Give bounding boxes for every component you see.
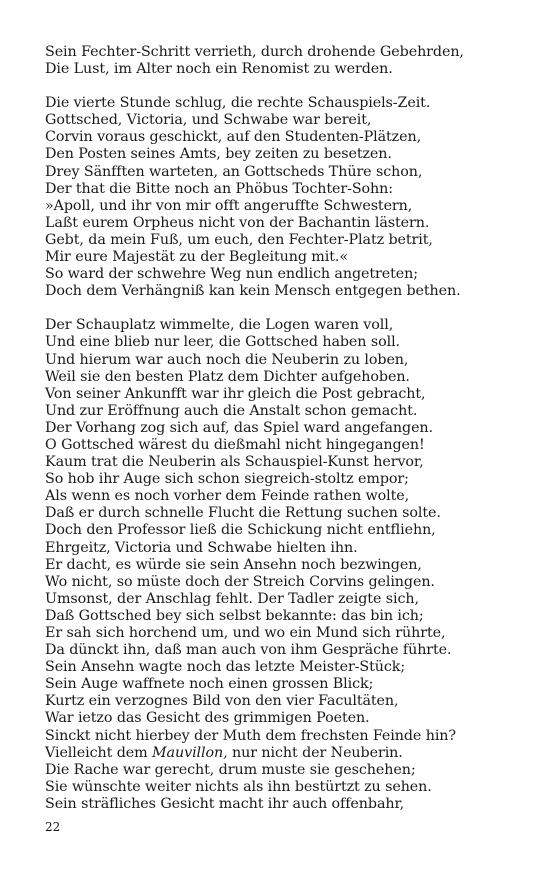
verse-line: Wo nicht, so müste doch der Streich Corvins gelingen. [45, 573, 435, 590]
verse-line: Sein sträfliches Gesicht macht ihr auch offenbahr, [45, 795, 405, 812]
verse-line: Da dünckt ihn, daß man auch von ihm Gespräche führte. [45, 642, 452, 659]
verse-line: Als wenn es noch vorher dem Feinde rathen wolte, [45, 488, 410, 505]
verse-line: Doch den Professor ließ die Schickung nicht entfliehn, [45, 522, 436, 539]
verse-line: Ehrgeitz, Victoria und Schwabe hielten ihn. [45, 539, 358, 556]
verse-line: Vielleicht dem Mauvillon, nur nicht der Neuberin. [45, 744, 403, 761]
verse-line: So hob ihr Auge sich schon siegreich-stoltz empor; [45, 471, 409, 488]
verse-line: Sein Ansehn wagte noch das letzte Meister-Stück; [45, 659, 406, 676]
verse-line: Und eine blieb nur leer, die Gottsched haben soll. [45, 334, 400, 351]
verse-line: Sie wünschte weiter nichts als ihn bestürtzt zu sehen. [45, 778, 432, 795]
page-number: 22 [45, 820, 61, 834]
verse-line: Der Vorhang zog sich auf, das Spiel ward angefangen. [45, 419, 433, 436]
verse-line: Gottsched, Victoria, und Schwabe war bereit, [45, 112, 372, 129]
verse-line: Die Lust, im Alter noch ein Renomist zu werden. [45, 61, 393, 78]
verse-line: Mir eure Majestät zu der Begleitung mit.« [45, 249, 348, 266]
verse-line: Sinckt nicht hierbey der Muth dem frechsten Feinde hin? [45, 727, 456, 744]
poem-body [45, 44, 525, 813]
verse-line: Er sah sich horchend um, und wo ein Mund sich rührte, [45, 625, 446, 641]
poem-page [45, 44, 525, 830]
verse-line: Den Posten seines Amts, bey zeiten zu besetzen. [45, 146, 392, 163]
verse-line: Und zur Eröffnung auch die Anstalt schon gemacht. [45, 402, 418, 419]
verse-line: Laßt eurem Orpheus nicht von der Bachantin lästern. [45, 214, 430, 231]
italic-name: Mauvillon, [152, 744, 228, 761]
stanza [45, 317, 525, 813]
verse-line: So ward der schwehre Weg nun endlich angetreten; [45, 266, 418, 283]
verse-line: Doch dem Verhängniß kan kein Mensch entgegen bethen. [45, 283, 461, 300]
verse-line: Von seiner Ankunfft war ihr gleich die Post gebracht, [45, 385, 426, 402]
verse-line: Drey Sänfften warteten, an Gottscheds Thüre schon, [45, 163, 423, 180]
verse-line: Der that die Bitte noch an Phöbus Tochter-Sohn: [45, 180, 393, 197]
verse-line: »Apoll, und ihr von mir offt angeruffte Schwestern, [45, 197, 413, 214]
verse-line: Weil sie den besten Platz dem Dichter aufgehoben. [45, 368, 410, 385]
verse-line: Die Rache war gerecht, drum muste sie geschehen; [45, 761, 416, 778]
stanza [45, 95, 525, 300]
verse-line: Und hierum war auch noch die Neuberin zu loben, [45, 351, 409, 368]
verse-line: Kaum trat die Neuberin als Schauspiel-Kunst hervor, [45, 454, 424, 471]
verse-line: War ietzo das Gesicht des grimmigen Poeten. [45, 710, 370, 727]
verse-line: Er dacht, es würde sie sein Ansehn noch bezwingen, [45, 556, 422, 573]
verse-line: Sein Fechter-Schritt verrieth, durch drohende Gebehrden, [45, 44, 464, 60]
verse-line: Daß er durch schnelle Flucht die Rettung suchen solte. [45, 505, 441, 522]
stanza [45, 44, 525, 78]
verse-line: Umsonst, der Anschlag fehlt. Der Tadler zeigte sich, [45, 590, 419, 607]
verse-line: Die vierte Stunde schlug, die rechte Schauspiels-Zeit. [45, 95, 431, 112]
verse-line: Daß Gottsched bey sich selbst bekannte: das bin ich; [45, 607, 424, 624]
verse-line: O Gottsched wärest du dießmahl nicht hingegangen! [45, 436, 425, 453]
verse-line: Gebt, da mein Fuß, um euch, den Fechter-Platz betrit, [45, 231, 433, 248]
verse-line: Sein Auge waffnete noch einen grossen Blick; [45, 676, 374, 693]
verse-line: Der Schauplatz wimmelte, die Logen waren voll, [45, 317, 394, 334]
verse-line: Kurtz ein verzognes Bild von den vier Facultäten, [45, 693, 399, 710]
verse-line: Corvin voraus geschickt, auf den Studenten-Plätzen, [45, 129, 422, 146]
